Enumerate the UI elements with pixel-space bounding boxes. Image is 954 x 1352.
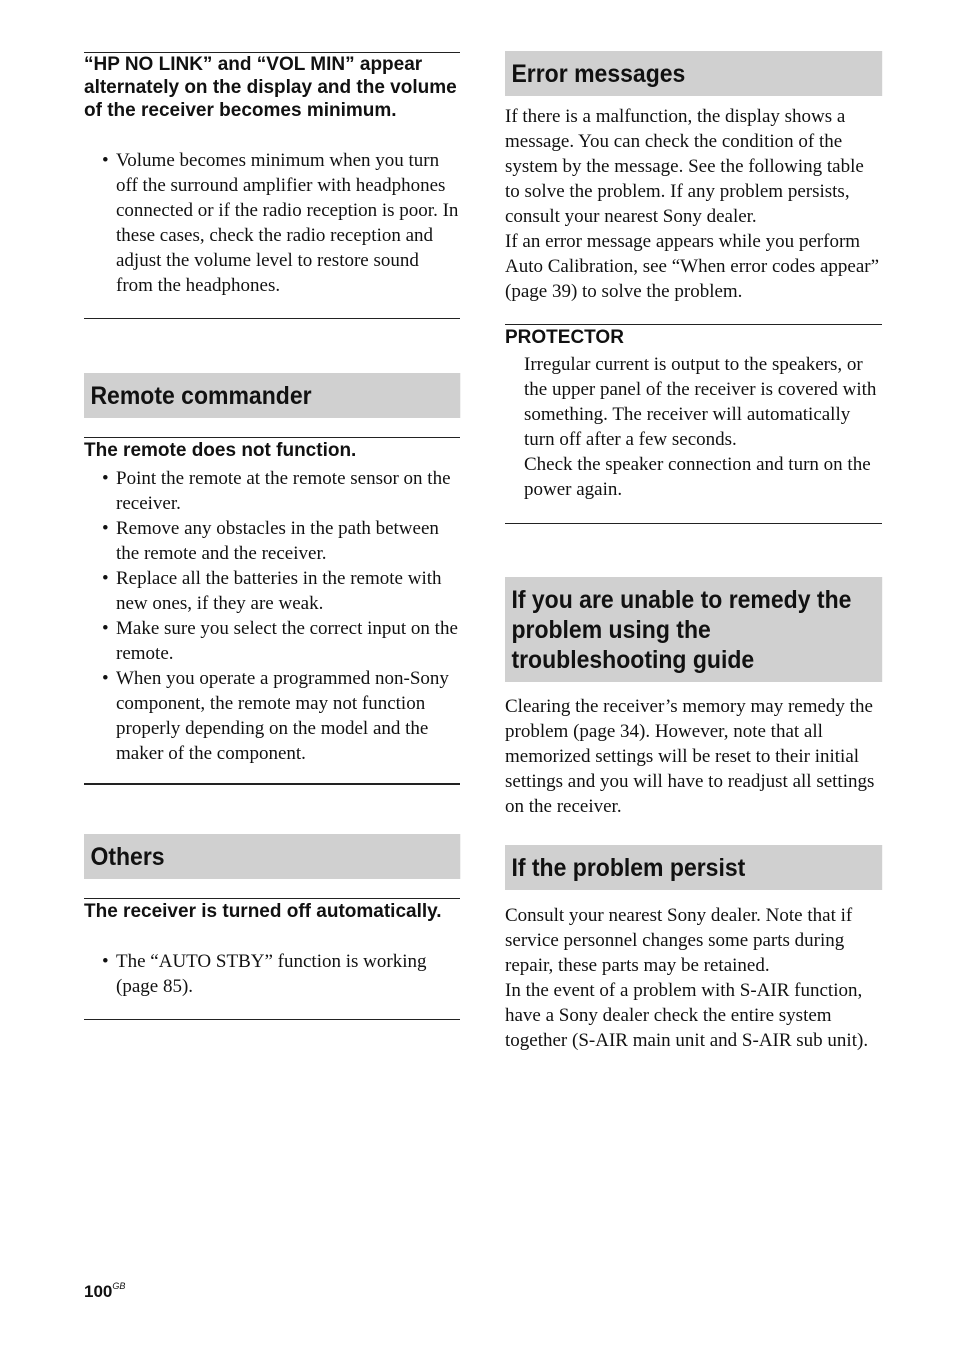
remote-subheading: The remote does not function. [84,440,357,461]
list-item: • Volume becomes minimum when you turn off the surround amplifier with headphones connected or if the radio reception is poor. In these cases, check the radio reception and adjust the volume level to restore sound from the headphones. [102,150,459,296]
section-title-error-messages: Error messages [505,51,882,96]
protector-label: PROTECTOR [505,327,624,348]
section-title-others: Others [84,834,460,879]
protector-paragraph: Irregular current is output to the speakers, or the upper panel of the receiver is covered with something. The receiver will automatically turn off after a few seconds. [524,354,877,450]
hp-no-link-bullets [84,148,460,298]
section-title-problem-persist: If the problem persist [505,845,882,890]
persist-paragraph: Consult your nearest Sony dealer. Note that if service personnel changes some parts during repair, these parts may be retained. [505,905,853,976]
list-item: • Replace all the batteries in the remote with new ones, if they are weak. [102,568,442,614]
divider [505,523,882,524]
divider [84,898,460,899]
page-number: $100^{GB}$ [84,1281,126,1301]
protector-description [524,352,882,502]
protector-paragraph: Check the speaker connection and turn on the power again. [524,454,871,500]
hp-no-link-heading: “HP NO LINK” and “VOL MIN” appear alternately on the display and the volume of the receiver becomes minimum. [84,54,457,121]
divider [505,324,882,325]
page-suffix: GB [112,1281,126,1291]
remote-bullets [84,466,460,766]
list-item: • Remove any obstacles in the path between the remote and the receiver. [102,518,439,564]
list-item: • The “AUTO STBY” function is working (page 85). [102,951,427,997]
persist-text [505,903,882,1053]
error-intro-paragraph: If an error message appears while you perform Auto Calibration, see “When error codes appear” (page 39) to solve the problem. [505,231,880,302]
list-item: • When you operate a programmed non-Sony component, the remote may not function properly depending on the model and the maker of the component. [102,668,449,764]
divider [84,1019,460,1020]
divider [84,783,460,785]
section-title-remote-commander: Remote commander [84,373,460,418]
list-item: • Point the remote at the remote sensor on the receiver. [102,468,451,514]
list-item: • Make sure you select the correct input on the remote. [102,618,458,664]
others-subheading: The receiver is turned off automatically. [84,901,442,922]
unable-text: Clearing the receiver’s memory may remedy the problem (page 34). However, note that all memorized settings will be reset to their initial settings and you will have to readjust all settings on the receiver. [505,696,875,817]
divider [84,318,460,319]
divider [84,437,460,438]
persist-paragraph: In the event of a problem with S-AIR function, have a Sony dealer check the entire system together (S-AIR main unit and S-AIR sub unit). [505,980,869,1051]
error-intro-paragraph: If there is a malfunction, the display shows a message. You can check the condition of the system by the message. See the following table to solve the problem. If any problem persists, consult your nearest Sony dealer. [505,106,864,227]
error-intro [505,104,882,304]
section-title-unable-to-remedy: If you are unable to remedy the problem using the troubleshooting guide [505,577,882,682]
others-bullets [84,949,460,999]
